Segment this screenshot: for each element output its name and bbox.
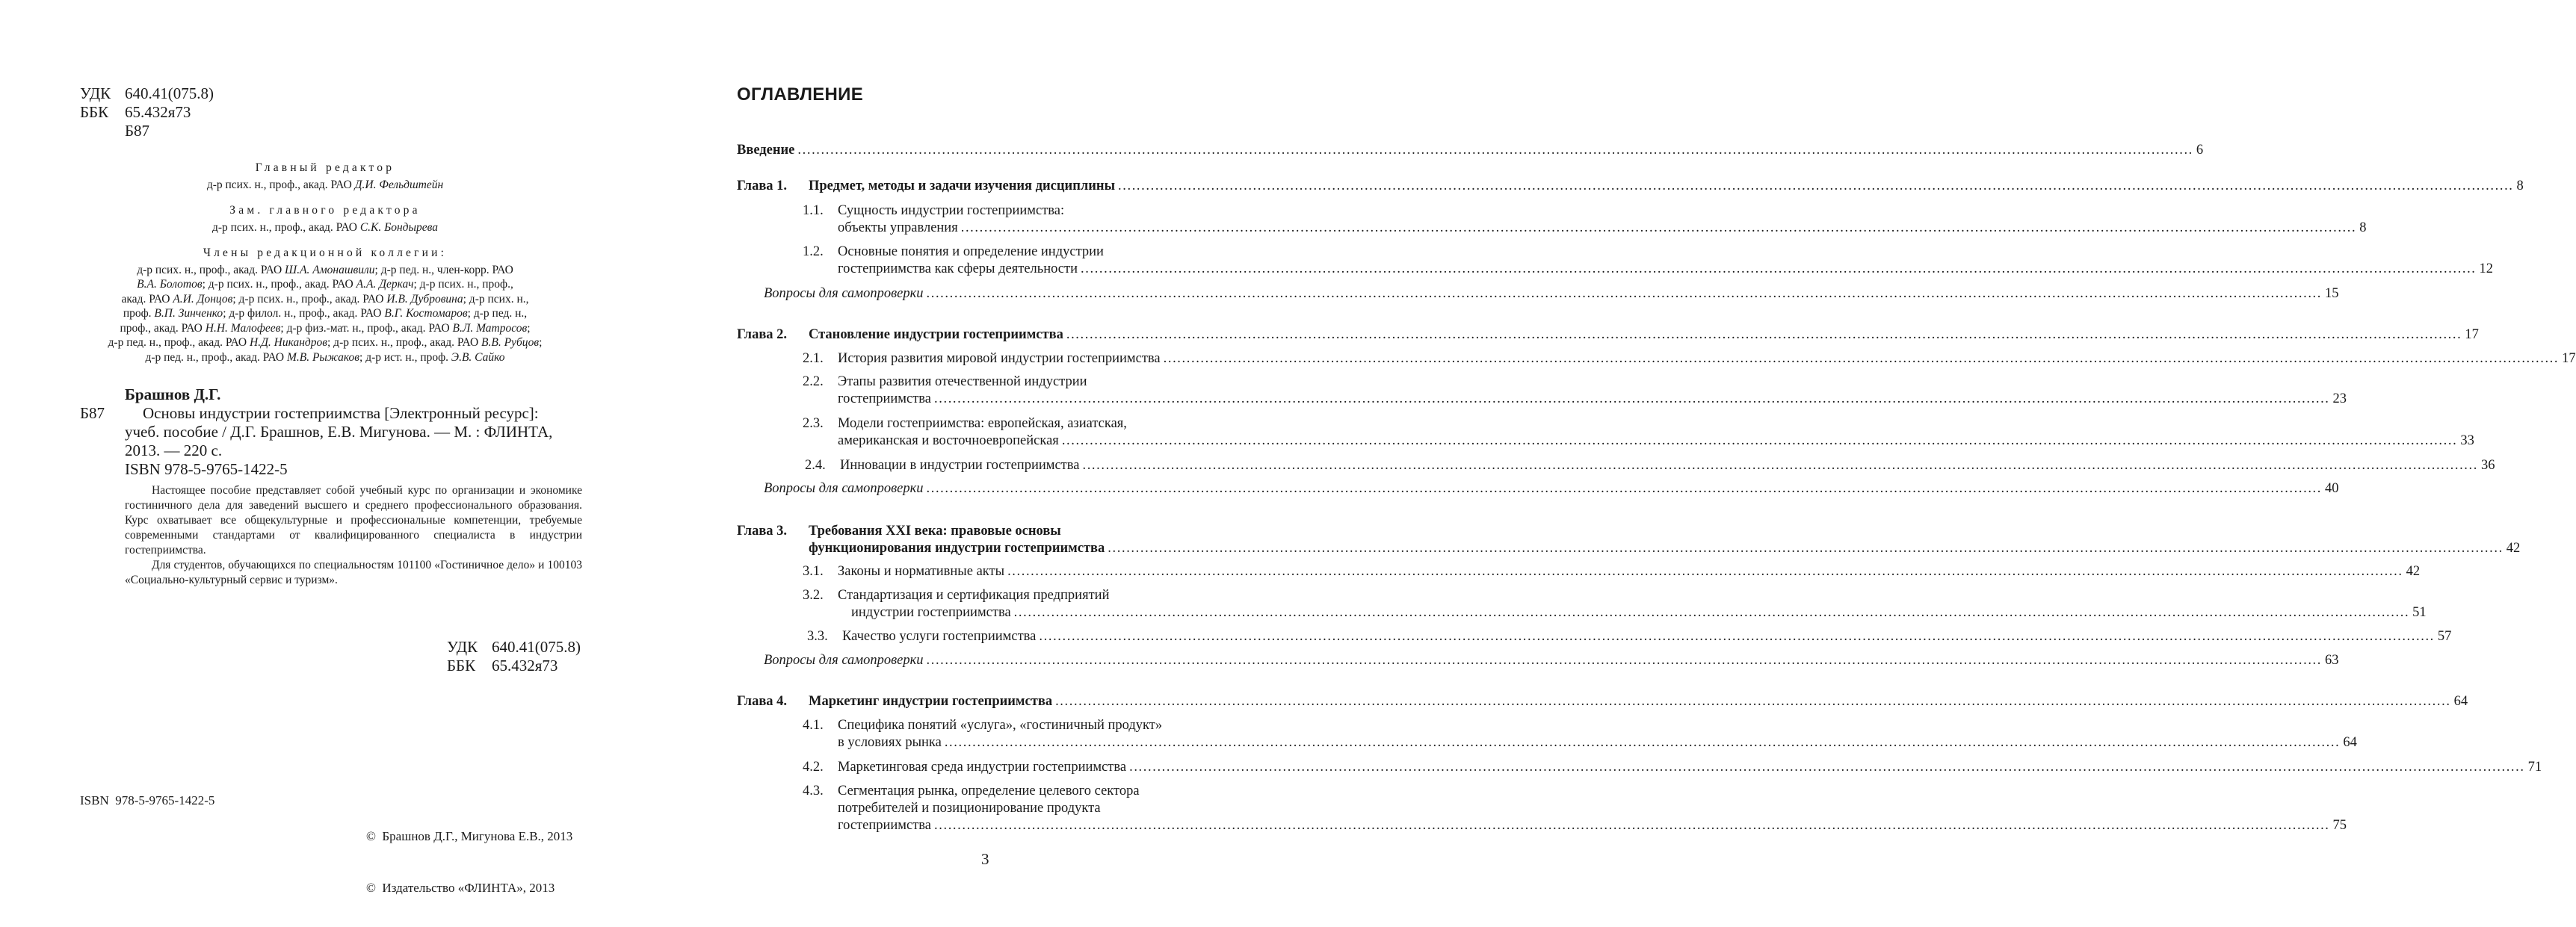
- toc-section-3-1[interactable]: 3.1. Законы и нормативные акты ............................................................................................................................................................................................................................................................................................................ 42: [803, 564, 2421, 579]
- footer-copyright: [366, 793, 572, 914]
- dot-leader: ............................................................................................................................................................................................................................................................................................................: [934, 818, 2330, 833]
- toc-chapter-3[interactable]: Глава 3. Требования XXI века: правовые основы функционирования индустрии гостеприимства ............................................................................................................................................................................................................................................................................................................ 42: [737, 524, 2521, 556]
- toc-questions-1[interactable]: Вопросы для самопроверки ............................................................................................................................................................................................................................................................................................................ 15: [764, 286, 2339, 301]
- toc-section-4-2[interactable]: 4.2. Маркетинговая среда индустрии гостеприимства ............................................................................................................................................................................................................................................................................................................ 71: [803, 760, 2542, 775]
- toc-section-4-3[interactable]: 4.3. Сегментация рынка, определение целевого сектора потребителей и позиционирование продукта гостеприимства ............................................................................................................................................................................................................................................................................................................ 75: [803, 784, 2347, 833]
- dot-leader: ............................................................................................................................................................................................................................................................................................................: [1082, 458, 2478, 473]
- board-member-name: И.В. Дубровина: [386, 292, 463, 306]
- dot-leader: ............................................................................................................................................................................................................................................................................................................: [926, 481, 2322, 496]
- book-author: Брашнов Д.Г.: [125, 385, 221, 403]
- dot-leader: ............................................................................................................................................................................................................................................................................................................: [797, 143, 2193, 158]
- chief-editor-line: д-р псих. н., проф., акад. РАО Д.И. Фельдштейн: [206, 178, 444, 191]
- board-member-text: д-р псих. н., проф., акад. РАО: [137, 263, 285, 276]
- board-member-name: В.В. Рубцов: [481, 336, 540, 349]
- board-member-text: проф.: [123, 307, 155, 320]
- board-member-text: д-р пед. н., проф., акад. РАО: [145, 350, 287, 364]
- dot-leader: ............................................................................................................................................................................................................................................................................................................: [1163, 351, 2560, 366]
- dot-leader: ............................................................................................................................................................................................................................................................................................................: [1129, 760, 2525, 775]
- toc-section-2-3[interactable]: 2.3. Модели гостеприимства: европейская, азиатская, американская и восточноевропейская ............................................................................................................................................................................................................................................................................................................ 33: [803, 416, 2474, 448]
- board-member-text: д-р пед. н., проф., акад. РАО: [108, 336, 250, 349]
- book-year-line: 2013. — 220 с.: [125, 441, 223, 459]
- board-member-name: Н.Д. Никандров: [250, 336, 327, 349]
- bbk-value: 65.432я73: [492, 657, 558, 675]
- board-member-name: В.Л. Матросов: [452, 321, 528, 335]
- board-member-line: [86, 335, 564, 350]
- toc-section-2-1[interactable]: 2.1. История развития мировой индустрии гостеприимства ............................................................................................................................................................................................................................................................................................................ 17: [803, 351, 2576, 366]
- board-member-text: ; д-р псих. н., проф., акад. РАО: [232, 292, 387, 306]
- annotation-paragraph: Для студентов, обучающихся по специальностям 101100 «Гостиничное дело» и 100103 «Социально-культурный сервис и туризм».: [125, 559, 582, 586]
- dot-leader: ............................................................................................................................................................................................................................................................................................................: [1081, 261, 2477, 276]
- toc-section-2-2[interactable]: 2.2. Этапы развития отечественной индустрии гостеприимства ............................................................................................................................................................................................................................................................................................................ 23: [803, 374, 2347, 406]
- board-member-text: ; д-р пед. н.,: [467, 307, 528, 320]
- bbk-value: 65.432я73: [125, 103, 191, 121]
- toc-questions-3[interactable]: Вопросы для самопроверки ............................................................................................................................................................................................................................................................................................................ 63: [764, 653, 2339, 668]
- bbk-label: ББК: [447, 657, 476, 675]
- udk-label: УДК: [80, 84, 111, 102]
- footer-isbn: ISBN 978-5-9765-1422-5: [80, 793, 215, 807]
- chief-editor-heading: Главный редактор: [255, 161, 395, 174]
- deputy-editor-heading: Зам. главного редактора: [229, 204, 421, 217]
- board-member-name: В.А. Болотов: [137, 278, 203, 291]
- board-member-line: [86, 306, 564, 321]
- toc-intro[interactable]: Введение ............................................................................................................................................................................................................................................................................................................ 6: [737, 143, 2204, 158]
- udk-block-bottom: [447, 638, 581, 675]
- board-member-text: ; д-р псих. н., проф., акад. РАО: [202, 278, 356, 291]
- board-member-text: акад. РАО: [121, 292, 173, 306]
- dot-leader: ............................................................................................................................................................................................................................................................................................................: [926, 286, 2322, 301]
- board-member-text: ; д-р физ.-мат. н., проф., акад. РАО: [280, 321, 453, 335]
- copyright-publisher: © Издательство «ФЛИНТА», 2013: [366, 881, 555, 895]
- table-of-contents: [737, 0, 2576, 844]
- board-member-text: ; д-р филол. н., проф., акад. РАО: [223, 307, 385, 320]
- toc-questions-2[interactable]: Вопросы для самопроверки ............................................................................................................................................................................................................................................................................................................ 40: [764, 481, 2339, 496]
- deputy-editor-line: д-р псих. н., проф., акад. РАО С.К. Бондырева: [211, 220, 439, 234]
- board-member-name: А.А. Деркач: [356, 278, 414, 291]
- toc-section-3-2[interactable]: 3.2. Стандартизация и сертификация предприятий индустрии гостеприимства ............................................................................................................................................................................................................................................................................................................ 51: [803, 588, 2427, 620]
- board-member-name: А.И. Донцов: [173, 292, 233, 306]
- board-heading: Члены редакционной коллегии:: [203, 247, 448, 259]
- toc-chapter-1[interactable]: Глава 1. Предмет, методы и задачи изучения дисциплины ............................................................................................................................................................................................................................................................................................................ 8: [737, 179, 2524, 193]
- dot-leader: ............................................................................................................................................................................................................................................................................................................: [1013, 605, 2410, 620]
- board-member-line: [86, 292, 564, 307]
- book-description: [125, 404, 552, 479]
- udk-block-top: [80, 84, 214, 140]
- dot-leader: ............................................................................................................................................................................................................................................................................................................: [1108, 541, 2504, 556]
- board-member-text: проф., акад. РАО: [120, 321, 206, 335]
- author-mark: Б87: [125, 122, 150, 140]
- udk-value: 640.41(075.8): [492, 638, 581, 656]
- toc-page: 6: [2196, 143, 2204, 158]
- board-member-name: М.В. Рыжаков: [286, 350, 360, 364]
- toc-section-1-1[interactable]: 1.1. Сущность индустрии гостеприимства: объекты управления ............................................................................................................................................................................................................................................................................................................ 8: [803, 203, 2367, 235]
- board-member-text: ;: [539, 336, 543, 349]
- dot-leader: ............................................................................................................................................................................................................................................................................................................: [1118, 179, 2514, 193]
- board-member-line: [86, 321, 564, 336]
- toc-section-1-2[interactable]: 1.2. Основные понятия и определение индустрии гостеприимства как сферы деятельности ............................................................................................................................................................................................................................................................................................................ 12: [803, 244, 2494, 276]
- board-member-text: ; д-р псих. н., проф., акад. РАО: [327, 336, 482, 349]
- dot-leader: ............................................................................................................................................................................................................................................................................................................: [944, 735, 2341, 750]
- udk-label: УДК: [447, 638, 478, 656]
- toc-section-2-4[interactable]: 2.4. Инновации в индустрии гостеприимства ............................................................................................................................................................................................................................................................................................................ 36: [805, 458, 2495, 473]
- board-member-line: [86, 277, 564, 292]
- chief-editor-name: Д.И. Фельдштейн: [354, 178, 444, 191]
- udk-value: 640.41(075.8): [125, 84, 214, 102]
- board-member-name: Ш.А. Амонашвили: [285, 263, 375, 276]
- board-members: [86, 263, 564, 365]
- bbk-label: ББК: [80, 103, 109, 121]
- dot-leader: ............................................................................................................................................................................................................................................................................................................: [934, 391, 2330, 406]
- deputy-editor-name: С.К. Бондырева: [359, 220, 439, 234]
- book-mark: Б87: [80, 404, 105, 422]
- dot-leader: ............................................................................................................................................................................................................................................................................................................: [1007, 564, 2403, 579]
- board-member-text: ; д-р пед. н., член-корр. РАО: [374, 263, 513, 276]
- book-title-line: Основы индустрии гостеприимства [Электронный ресурс]:: [143, 404, 539, 422]
- annotation: [125, 483, 582, 588]
- dot-leader: ............................................................................................................................................................................................................................................................................................................: [960, 220, 2357, 235]
- dot-leader: ............................................................................................................................................................................................................................................................................................................: [1066, 327, 2462, 342]
- board-member-text: ;: [527, 321, 531, 335]
- page-number: 3: [981, 850, 989, 868]
- board-member-name: В.Г. Костомаров: [384, 307, 468, 320]
- toc-title: ОГЛАВЛЕНИЕ: [737, 84, 864, 105]
- toc-section-3-3[interactable]: 3.3. Качество услуги гостеприимства ............................................................................................................................................................................................................................................................................................................ 57: [807, 629, 2452, 644]
- board-member-name: Н.Н. Малофеев: [205, 321, 281, 335]
- toc-chapter-4[interactable]: Глава 4. Маркетинг индустрии гостеприимства ............................................................................................................................................................................................................................................................................................................ 64: [737, 694, 2468, 709]
- dot-leader: ............................................................................................................................................................................................................................................................................................................: [1061, 433, 2458, 448]
- editorial-board: [86, 161, 564, 365]
- board-member-name: В.П. Зинченко: [154, 307, 223, 320]
- dot-leader: ............................................................................................................................................................................................................................................................................................................: [1055, 694, 2451, 709]
- toc-chapter-2[interactable]: Глава 2. Становление индустрии гостеприимства ............................................................................................................................................................................................................................................................................................................ 17: [737, 327, 2479, 342]
- board-member-name: Э.В. Сайко: [451, 350, 505, 364]
- board-member-text: ; д-р ист. н., проф.: [359, 350, 451, 364]
- copyright-authors: © Брашнов Д.Г., Мигунова Е.В., 2013: [366, 829, 573, 843]
- annotation-paragraph: Настоящее пособие представляет собой учебный курс по организации и экономике гостиничного дела для заведений высшего и среднего профессионального образования. Курс охватывает все общекультурные и профессиональные компетенции, требуемые современными стандартами от квалифицированного специалиста в индустрии гостеприимства.: [125, 484, 582, 556]
- book-publisher-line: учеб. пособие / Д.Г. Брашнов, Е.В. Мигунова. — М. : ФЛИНТА,: [125, 423, 553, 441]
- toc-section-4-1[interactable]: 4.1. Специфика понятий «услуга», «гостиничный продукт» в условиях рынка ............................................................................................................................................................................................................................................................................................................ 64: [803, 718, 2357, 750]
- dot-leader: ............................................................................................................................................................................................................................................................................................................: [1039, 629, 2435, 644]
- book-isbn: ISBN 978-5-9765-1422-5: [125, 460, 288, 478]
- dot-leader: ............................................................................................................................................................................................................................................................................................................: [926, 653, 2322, 668]
- board-member-line: [86, 350, 564, 365]
- board-member-line: [86, 263, 564, 278]
- board-member-text: ; д-р псих. н.,: [463, 292, 529, 306]
- board-member-text: ; д-р псих. н., проф.,: [413, 278, 513, 291]
